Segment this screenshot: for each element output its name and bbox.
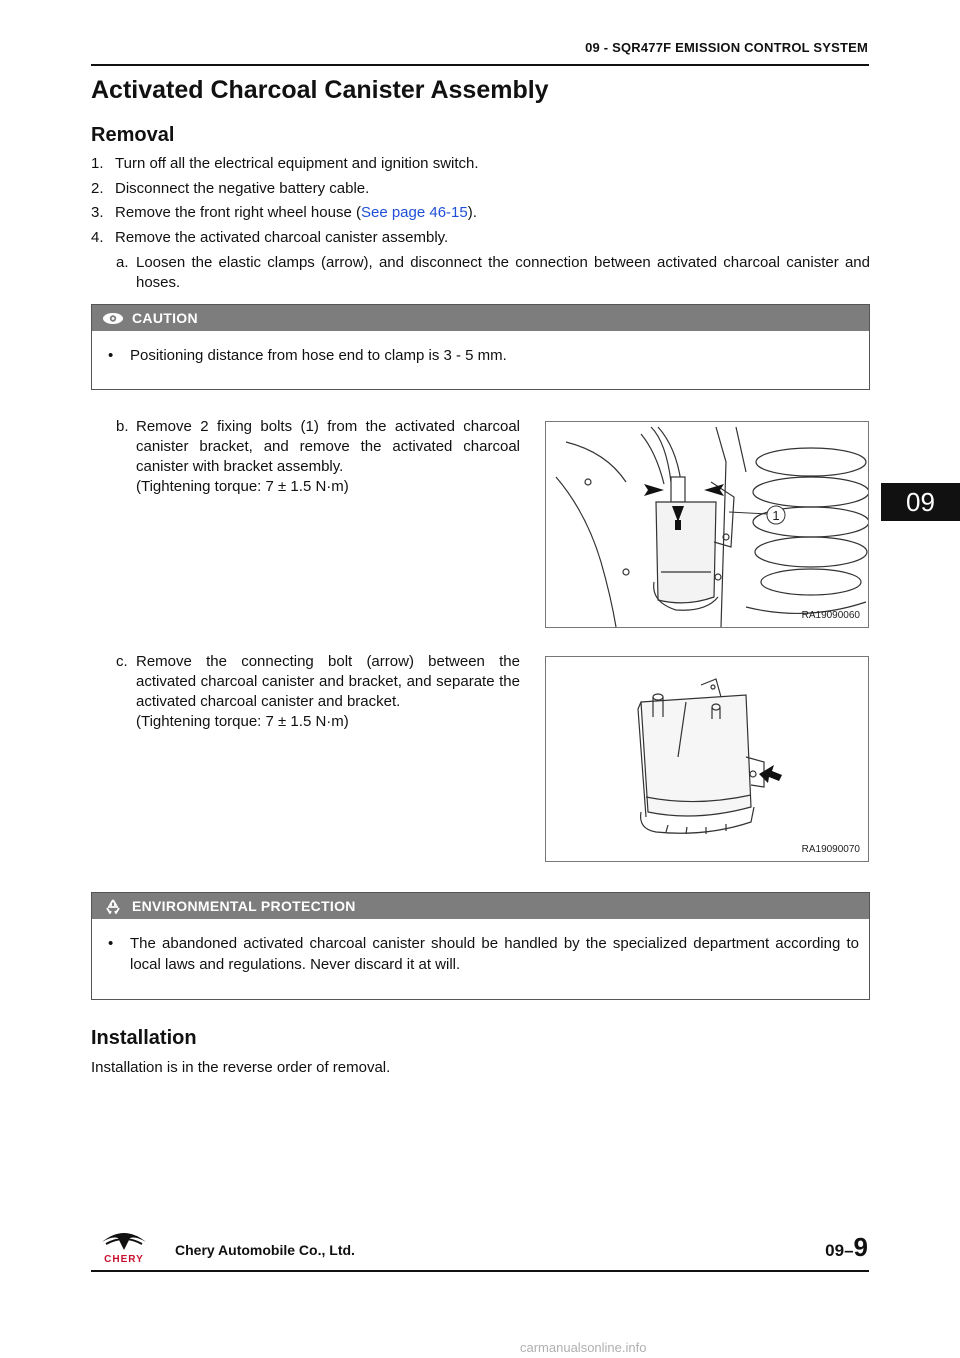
section-header: 09 - SQR477F EMISSION CONTROL SYSTEM	[585, 40, 868, 55]
caution-bullet	[100, 345, 859, 366]
installation-text: Installation is in the reverse order of removal.	[91, 1059, 391, 1076]
step-text: Turn off all the electrical equipment and ignition switch.	[115, 155, 479, 172]
caution-header	[92, 305, 869, 331]
environmental-protection-box	[91, 892, 870, 1000]
torque-spec: (Tightening torque: 7 ± 1.5 N·m)	[136, 713, 349, 730]
page-number-value: 9	[853, 1232, 868, 1262]
environmental-text: The abandoned activated charcoal canister should be handled by the specialized department according to local laws and regulations. Never discard it at will.	[130, 935, 859, 973]
torque-spec: (Tightening torque: 7 ± 1.5 N·m)	[136, 478, 349, 495]
installation-heading: Installation	[91, 1027, 197, 1049]
environmental-bullet	[100, 933, 859, 975]
caution-box	[91, 304, 870, 390]
substep-text: Remove 2 fixing bolts (1) from the activated charcoal canister bracket, and remove the activated charcoal canister with bracket assembly.	[136, 418, 520, 475]
bullet-icon: •	[108, 347, 114, 364]
canister-installed-illustration	[546, 422, 868, 627]
caution-title: CAUTION	[132, 310, 198, 326]
step-text: Remove the front right wheel house (	[115, 204, 361, 221]
header-divider	[91, 64, 869, 66]
environmental-header	[92, 893, 869, 919]
page-prefix: 09–	[825, 1241, 854, 1260]
substep-c	[116, 652, 520, 732]
substep-label: a.	[116, 254, 129, 271]
step-text: Remove the activated charcoal canister assembly.	[115, 229, 449, 246]
see-page-link[interactable]: See page 46-15	[360, 204, 468, 221]
substep-text: Loosen the elastic clamps (arrow), and disconnect the connection between activated charcoal canister and hoses.	[136, 254, 870, 291]
logo-text: CHERY	[104, 1254, 144, 1265]
figure-canister-bracket	[545, 656, 869, 862]
step-3	[91, 203, 871, 223]
figure-id: RA19090060	[801, 610, 860, 621]
step-4	[91, 228, 871, 248]
removal-heading: Removal	[91, 124, 175, 146]
watermark: carmanualsonline.info	[520, 1340, 647, 1355]
substep-b	[116, 417, 520, 497]
caution-text: Positioning distance from hose end to clamp is 3 - 5 mm.	[130, 347, 507, 364]
chapter-tab: 09	[881, 483, 960, 521]
step-text-end: ).	[467, 204, 477, 221]
environmental-title: ENVIRONMENTAL PROTECTION	[132, 898, 356, 914]
company-name: Chery Automobile Co., Ltd.	[175, 1242, 355, 1258]
step-number: 2.	[91, 180, 104, 197]
substep-label: c.	[116, 653, 128, 670]
step-number: 3.	[91, 204, 104, 221]
step-text: Disconnect the negative battery cable.	[115, 180, 370, 197]
callout-number: 1	[772, 508, 780, 523]
step-number: 4.	[91, 229, 104, 246]
step-number: 1.	[91, 155, 104, 172]
chery-logo-mark	[92, 1226, 156, 1266]
substep-text: Remove the connecting bolt (arrow) between the activated charcoal canister and bracket, and separate the activated charcoal canister and bracket.	[136, 653, 520, 710]
eye-icon	[102, 311, 124, 325]
substep-label: b.	[116, 418, 129, 435]
page-title: Activated Charcoal Canister Assembly	[91, 76, 549, 104]
bullet-icon: •	[108, 935, 114, 952]
footer-divider	[91, 1270, 869, 1272]
chery-logo	[92, 1226, 156, 1266]
page-number	[760, 1232, 868, 1263]
canister-bracket-illustration	[546, 657, 868, 861]
step-1	[91, 154, 871, 174]
figure-canister-installed	[545, 421, 869, 628]
figure-id: RA19090070	[801, 844, 860, 855]
recycle-icon	[102, 899, 124, 913]
substep-a	[116, 253, 870, 293]
step-2	[91, 179, 871, 199]
